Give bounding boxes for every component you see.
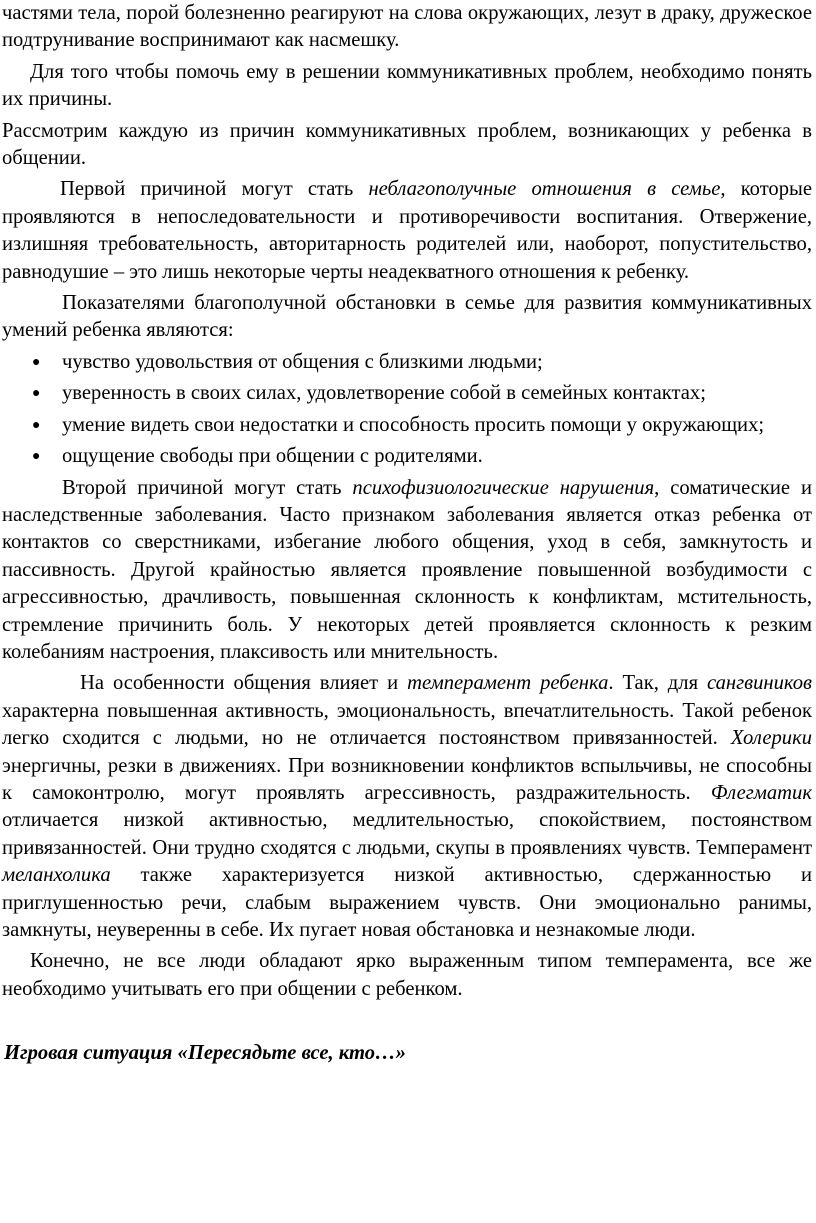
bullet-icon: ● xyxy=(32,449,41,465)
temperament-text-6: также характеризуется низкой активностью, сдержанностью и приглушенностью речи, слабым выражением чувств. Они эмоционально ранимы, замкнуты, неуверенны в себе. Их пугает новая обстановка и незнакомые люди. xyxy=(2,864,812,941)
second-cause-body: , соматические и наследственные заболевания. Часто признаком заболевания является отказ ребенка от контактов со сверстниками, избегание любого общения, уход в себя, замкнутость и пассивность. Другой крайностью является проявление повышенной возбудимости с агрессивностью, драчливость, повышенная склонность к конфликтам, мстительность, стремление причинить боль. У некоторых детей проявляется склонность к резким колебаниям настроения, плаксивость или мнительность. xyxy=(2,476,812,663)
first-cause-lead: Первой причиной могут стать xyxy=(60,178,369,201)
paragraph-conclusion: Конечно, не все люди обладают ярко выраженным типом темперамента, все же необходимо учитывать его при общении с ребенком. xyxy=(2,950,812,1000)
section-spacer xyxy=(2,1003,812,1030)
paragraph-second-cause xyxy=(2,475,812,667)
paragraph-temperament xyxy=(2,670,812,944)
paragraph-purpose: Для того чтобы помочь ему в решении коммуникативных проблем, необходимо понять их причины. xyxy=(2,60,812,111)
list-item xyxy=(2,443,812,470)
sanguine-term: сангвиников xyxy=(707,672,812,695)
temperament-text-1: На особенности общения влияет и xyxy=(80,672,408,695)
temperament-text-2: . Так, для xyxy=(608,672,707,695)
bullet-icon: ● xyxy=(32,386,41,402)
list-item-text: уверенность в своих силах, удовлетворение собой в семейных контактах; xyxy=(62,382,706,405)
phlegmatic-term: Флегматик xyxy=(710,781,812,804)
temperament-text-4: энергичны, резки в движениях. При возникновении конфликтов вспыльчивы, не способны к самоконтролю, могут проявлять агрессивность, раздражительность. xyxy=(2,754,812,804)
list-item-text: умение видеть свои недостатки и способность просить помощи у окружающих; xyxy=(62,413,765,436)
list-item-text: чувство удовольствия от общения с близкими людьми; xyxy=(62,350,543,373)
game-situation-heading: Игровая ситуация «Пересядьте все, кто…» xyxy=(4,1042,406,1065)
first-cause-body: , которые проявляются в непоследовательности и противоречивости воспитания. Отвержение, излишняя требовательность, авторитарность родителей или, наоборот, попустительство, равнодушие – это лишь некоторые черты неадекватного отношения к ребенку. xyxy=(2,178,813,283)
melancholic-term: меланхолика xyxy=(2,864,111,887)
indicators-list xyxy=(2,349,812,471)
list-item xyxy=(2,380,812,407)
list-item xyxy=(2,349,812,376)
paragraph-consider-causes: Рассмотрим каждую из причин коммуникативных проблем, возникающих у ребенка в общении. xyxy=(2,119,812,170)
paragraph-first-cause xyxy=(2,176,812,286)
choleric-term: Холерики xyxy=(730,727,812,750)
temperament-text-5: отличается низкой активностью, медлительностью, спокойствием, постоянством привязанностей. Они трудно сходятся с людьми, скупы в проявлениях чувств. Темперамент xyxy=(2,809,812,859)
paragraph-indicators: Показателями благополучной обстановки в семье для развития коммуникативных умений ребенка являются: xyxy=(2,292,812,342)
bullet-icon: ● xyxy=(32,417,41,433)
paragraph-intro-continuation: частями тела, порой болезненно реагируют на слова окружающих, лезут в драку, дружеское подтрунивание воспринимают как насмешку. xyxy=(2,2,812,52)
list-item-text: ощущение свободы при общении с родителями. xyxy=(62,445,483,468)
bullet-icon: ● xyxy=(32,354,41,370)
second-cause-lead: Второй причиной могут стать xyxy=(62,476,353,499)
temperament-term: темперамент ребенка xyxy=(407,672,609,695)
temperament-text-3: характерна повышенная активность, эмоциональность, впечатлительность. Такой ребенок легко сходится с людьми, но не отличается постоянством привязанностей. xyxy=(2,699,812,750)
first-cause-term: неблагополучные отношения в семье xyxy=(368,178,721,201)
second-cause-term: психофизиологические нарушения xyxy=(352,476,655,499)
list-item xyxy=(2,412,812,439)
